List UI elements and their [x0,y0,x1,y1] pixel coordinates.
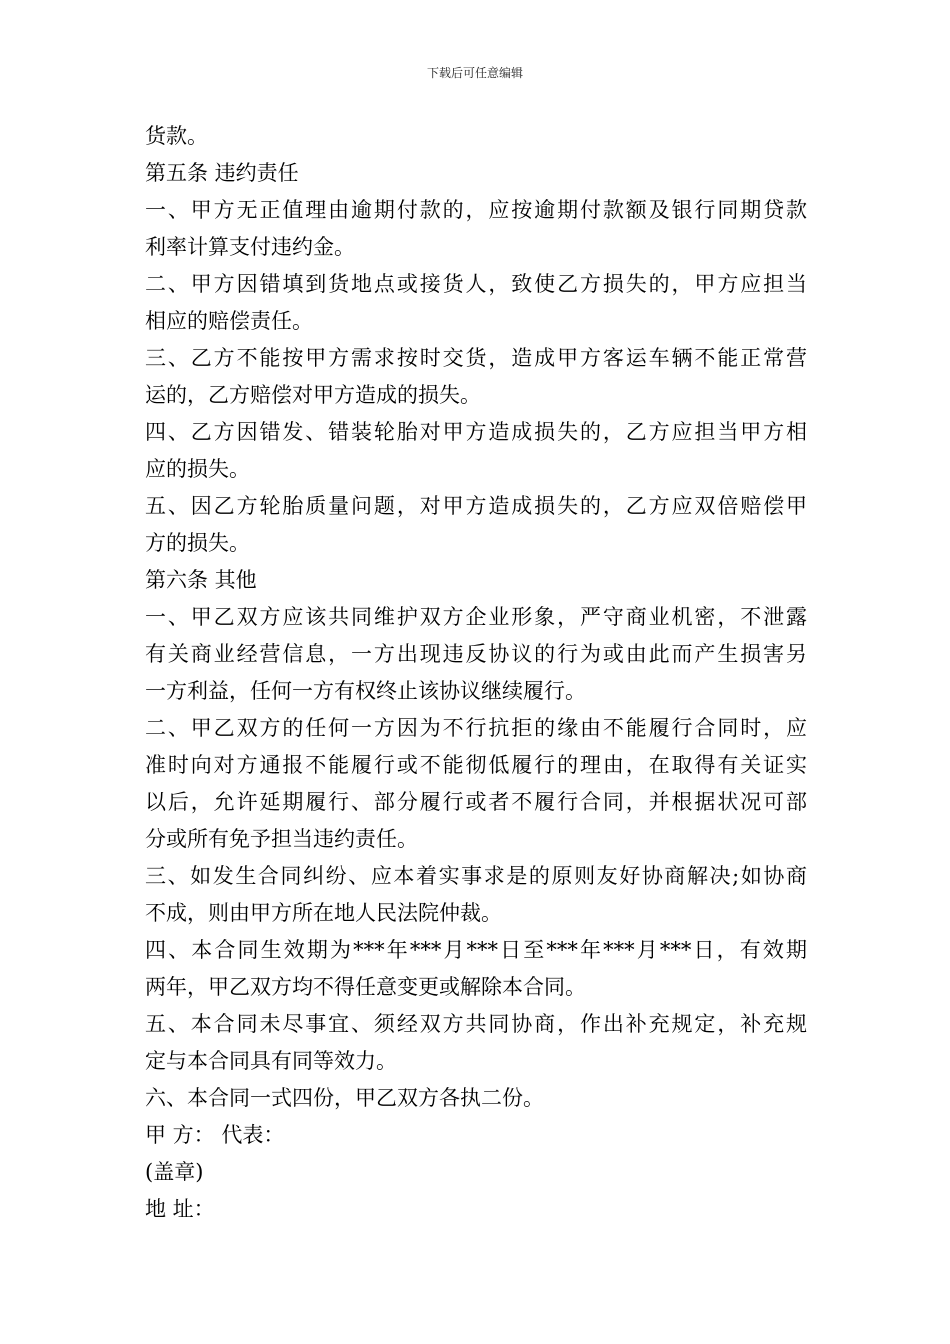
document-body [145,118,807,1228]
text-line: 三、乙方不能按甲方需求按时交货，造成甲方客运车辆不能正常营 [145,346,807,370]
text-line: 一方利益，任何一方有权终止该协议继续履行。 [145,679,586,703]
text-line: 运的，乙方赔偿对甲方造成的损失。 [145,383,481,407]
text-line: 相应的赔偿责任。 [145,309,313,333]
text-line: 三、如发生合同纠纷、应本着实事求是的原则友好协商解决;如协商 [145,864,807,888]
text-line: 一、甲乙双方应该共同维护双方企业形象，严守商业机密，不泄露 [145,605,807,629]
text-line: 方的损失。 [145,531,250,555]
text-line: 利率计算支付违约金。 [145,235,355,259]
text-line: 不成，则由甲方所在地人民法院仲裁。 [145,901,502,925]
text-line: 两年，甲乙双方均不得任意变更或解除本合同。 [145,975,586,999]
text-line: 四、乙方因错发、错装轮胎对甲方造成损失的，乙方应担当甲方相 [145,420,807,444]
text-line: 四、本合同生效期为***年***月***日至***年***月***日，有效期 [145,938,807,962]
text-line: 货款。 [145,124,208,148]
address-line: 地 址： [145,1197,215,1221]
text-line: 以后，允许延期履行、部分履行或者不履行合同，并根据状况可部 [145,790,807,814]
text-line: 五、本合同未尽事宜、须经双方共同协商，作出补充规定，补充规 [145,1012,807,1036]
text-line: 六、本合同一式四份，甲乙双方各执二份。 [145,1086,544,1110]
text-line: 一、甲方无正值理由逾期付款的，应按逾期付款额及银行同期贷款 [145,198,807,222]
text-line: 定与本合同具有同等效力。 [145,1049,397,1073]
page-header: 下载后可任意编辑 [426,66,523,80]
party-a-signature-line: 甲 方： 代表： [145,1123,285,1147]
text-line: 二、甲方因错填到货地点或接货人，致使乙方损失的，甲方应担当 [145,272,807,296]
section-heading: 第五条 违约责任 [145,161,299,185]
text-line: 有关商业经营信息，一方出现违反协议的行为或由此而产生损害另 [145,642,807,666]
text-line: 分或所有免予担当违约责任。 [145,827,418,851]
text-line: 五、因乙方轮胎质量问题，对甲方造成损失的，乙方应双倍赔偿甲 [145,494,807,518]
text-line: 准时向对方通报不能履行或不能彻低履行的理由，在取得有关证实 [145,753,807,777]
text-line: 应的损失。 [145,457,250,481]
seal-line: (盖章) [145,1160,204,1184]
section-heading: 第六条 其他 [145,568,257,592]
text-line: 二、甲乙双方的任何一方因为不行抗拒的缘由不能履行合同时，应 [145,716,807,740]
